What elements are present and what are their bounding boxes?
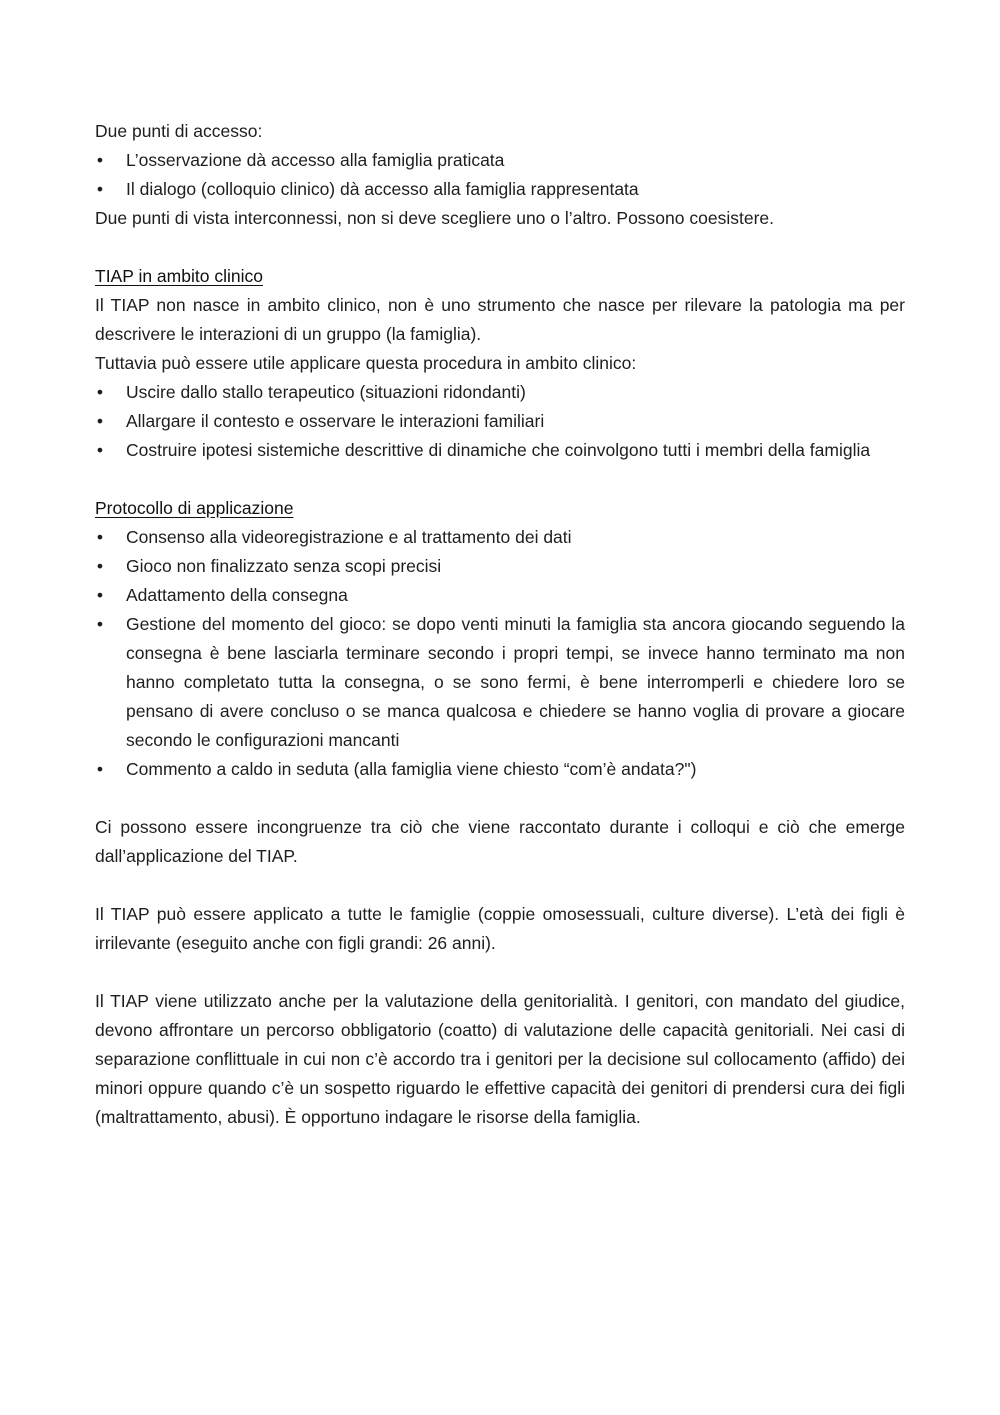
list-item-text: Consenso alla videoregistrazione e al trattamento dei dati [126, 527, 572, 547]
intro-title: Due punti di accesso: [95, 121, 263, 141]
bullet-icon: • [96, 585, 104, 605]
list-item-text: Uscire dallo stallo terapeutico (situazioni ridondanti) [126, 382, 526, 402]
list-item [95, 552, 905, 581]
incongruenze-paragraph: Ci possono essere incongruenze tra ciò che viene raccontato durante i colloqui e ciò che emerge dall’applicazione del TIAP. [95, 817, 905, 866]
clinico-bullet-list [95, 378, 905, 465]
list-item [95, 175, 905, 204]
bullet-icon: • [96, 411, 104, 431]
list-item [95, 378, 905, 407]
section-heading-clinico: TIAP in ambito clinico [95, 266, 263, 286]
list-item-text: Adattamento della consegna [126, 585, 348, 605]
bullet-icon: • [96, 527, 104, 547]
intro-conclusion: Due punti di vista interconnessi, non si deve scegliere uno o l’altro. Possono coesistere. [95, 208, 774, 228]
list-item [95, 581, 905, 610]
document-page [95, 117, 905, 1132]
list-item [95, 436, 905, 465]
list-item [95, 610, 905, 755]
protocollo-bullet-list [95, 523, 905, 784]
spacer [95, 958, 905, 987]
list-item-text: L’osservazione dà accesso alla famiglia praticata [126, 150, 505, 170]
bullet-icon: • [96, 556, 104, 576]
spacer [95, 465, 905, 494]
list-item-text: Costruire ipotesi sistemiche descrittive di dinamiche che coinvolgono tutti i membri della famiglia [126, 440, 871, 460]
list-item [95, 755, 905, 784]
section-heading-protocollo: Protocollo di applicazione [95, 498, 294, 518]
bullet-icon: • [96, 150, 104, 170]
spacer [95, 784, 905, 813]
list-item [95, 146, 905, 175]
bullet-icon: • [96, 179, 104, 199]
genitorialita-paragraph: Il TIAP viene utilizzato anche per la valutazione della genitorialità. I genitori, con mandato del giudice, devono affrontare un percorso obbligatorio (coatto) di valutazione delle capacità genitoriali. Nei casi di separazione conflittuale in cui non c’è accordo tra i genitori per la decisione sul collocamento (affido) dei minori oppure quando c’è un sospetto riguardo le effettive capacità dei genitori di prendersi cura dei figli (maltrattamento, abusi). È opportuno indagare le risorse della famiglia. [95, 991, 905, 1127]
spacer [95, 233, 905, 262]
list-item [95, 407, 905, 436]
famiglie-paragraph: Il TIAP può essere applicato a tutte le famiglie (coppie omosessuali, culture diverse). L’età dei figli è irrilevante (eseguito anche con figli grandi: 26 anni). [95, 904, 905, 953]
list-item-text: Il dialogo (colloquio clinico) dà accesso alla famiglia rappresentata [126, 179, 639, 199]
list-item-text: Commento a caldo in seduta (alla famiglia viene chiesto “com’è andata?") [126, 759, 697, 779]
spacer [95, 871, 905, 900]
list-item-text: Gestione del momento del gioco: se dopo venti minuti la famiglia sta ancora giocando seguendo la consegna è bene lasciarla terminare secondo i propri tempi, se invece hanno terminato ma non hanno completato tutta la consegna, o se sono fermi, è bene interromperli e chiedere loro se pensano di avere concluso o se manca qualcosa e chiedere se hanno voglia di provare a giocare secondo le configurazioni mancanti [126, 614, 905, 750]
bullet-icon: • [96, 614, 104, 634]
list-item-text: Gioco non finalizzato senza scopi precisi [126, 556, 442, 576]
bullet-icon: • [96, 440, 104, 460]
bullet-icon: • [96, 382, 104, 402]
list-item-text: Allargare il contesto e osservare le interazioni familiari [126, 411, 545, 431]
bullet-icon: • [96, 759, 104, 779]
clinico-paragraph: Tuttavia può essere utile applicare questa procedura in ambito clinico: [95, 353, 637, 373]
list-item [95, 523, 905, 552]
intro-bullet-list [95, 146, 905, 204]
clinico-paragraph: Il TIAP non nasce in ambito clinico, non è uno strumento che nasce per rilevare la patologia ma per descrivere le interazioni di un gruppo (la famiglia). [95, 295, 905, 344]
